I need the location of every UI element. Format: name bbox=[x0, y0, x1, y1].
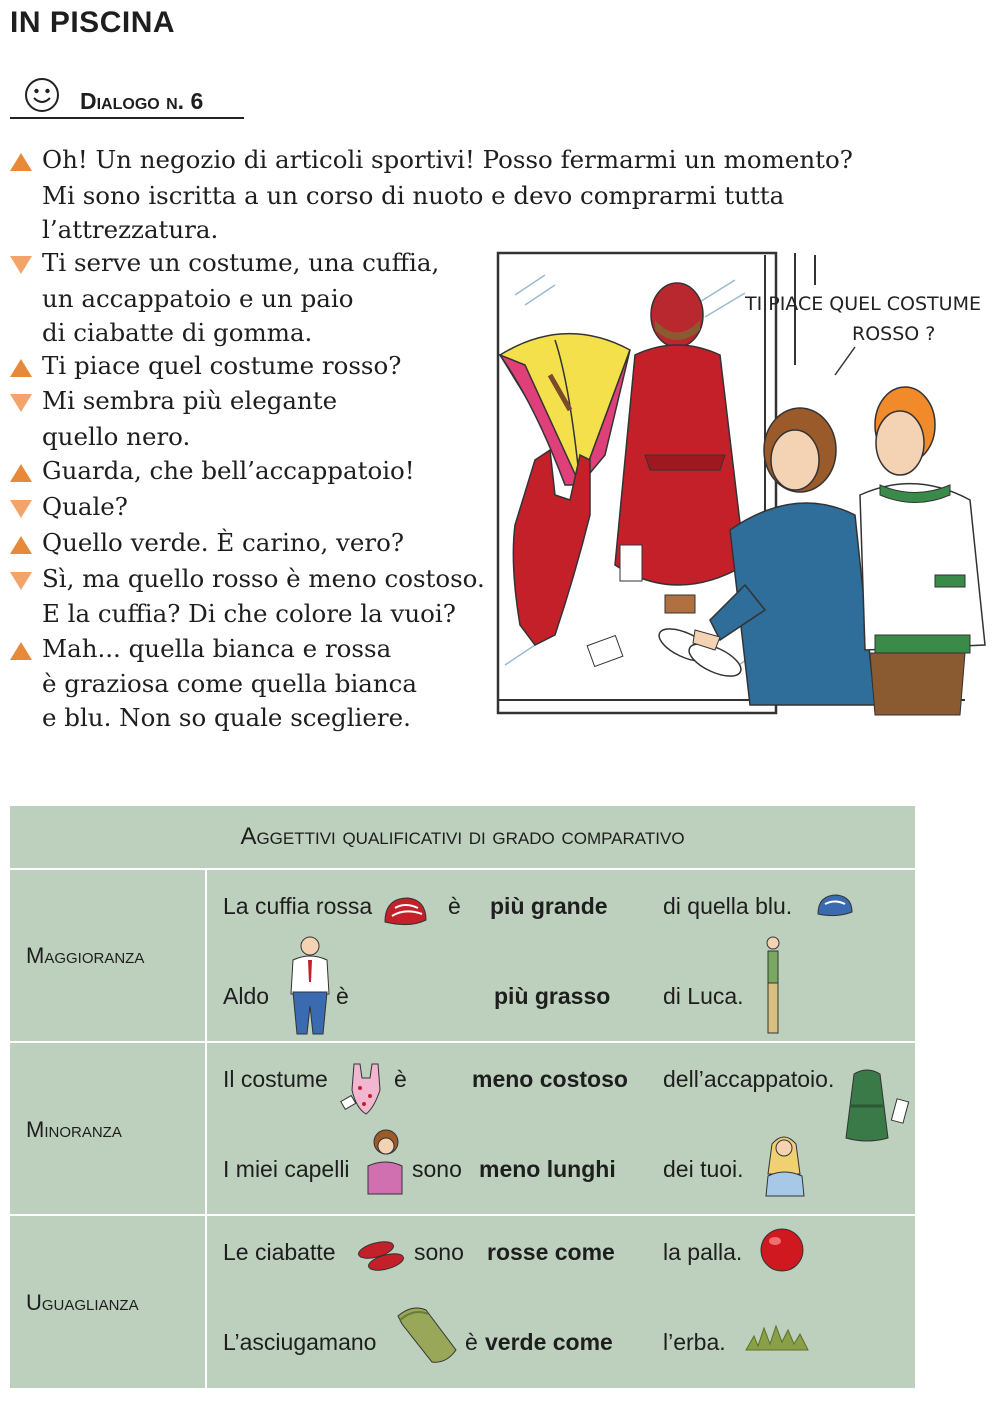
example-verb: è bbox=[448, 893, 461, 919]
example-verb: è bbox=[394, 1066, 407, 1092]
shop-window-illustration bbox=[495, 245, 995, 735]
fat-man-icon bbox=[285, 934, 335, 1038]
example-subject: Aldo bbox=[223, 983, 270, 1009]
row-label-maggioranza: Maggioranza bbox=[26, 943, 145, 968]
heading-underline bbox=[10, 117, 244, 119]
green-bathrobe-icon bbox=[842, 1066, 910, 1144]
speaker-a-marker-icon bbox=[10, 153, 32, 171]
speech-bubble-line-1: TI PIACE QUEL COSTUME bbox=[745, 293, 981, 315]
example-verb: sono bbox=[414, 1239, 464, 1265]
man-figure bbox=[860, 387, 985, 715]
example-comparative: meno lunghi bbox=[479, 1156, 616, 1182]
table-title: Aggettivi qualificativi di grado comparativo bbox=[240, 823, 685, 850]
example-verb: è bbox=[336, 983, 349, 1009]
speaker-a-marker-icon bbox=[10, 359, 32, 377]
thin-man-icon bbox=[760, 934, 786, 1038]
blue-cap-icon bbox=[815, 892, 855, 918]
example-term: la palla. bbox=[663, 1239, 743, 1265]
speaker-b-marker-icon bbox=[10, 572, 32, 590]
dialog-heading: Dialogo n. 6 bbox=[80, 88, 204, 114]
speaker-b-marker-icon bbox=[10, 394, 32, 412]
page-title: IN PISCINA bbox=[10, 6, 176, 39]
example-comparative: più grasso bbox=[494, 983, 611, 1009]
example-verb: sono bbox=[412, 1156, 462, 1182]
example-comparative: verde come bbox=[485, 1329, 613, 1355]
green-towel-icon bbox=[392, 1300, 462, 1370]
dialogue-line: Guarda, che bell’accappatoio! bbox=[42, 456, 415, 485]
dialogue-line: e blu. Non so quale scegliere. bbox=[42, 703, 411, 732]
dialogue-line: Quale? bbox=[42, 492, 128, 521]
example-comparative: meno costoso bbox=[472, 1066, 628, 1092]
comparative-adjectives-table bbox=[10, 806, 915, 1388]
speaker-b-marker-icon bbox=[10, 256, 32, 274]
short-hair-woman-icon bbox=[362, 1128, 406, 1198]
example-term: di Luca. bbox=[663, 983, 744, 1009]
example-subject: Il costume bbox=[223, 1066, 328, 1092]
dialogue-line: Ti piace quel costume rosso? bbox=[42, 351, 402, 380]
example-term: dei tuoi. bbox=[663, 1156, 744, 1182]
dialogue-line: Ti serve un costume, una cuffia, bbox=[42, 248, 440, 277]
example-term: dell’accappatoio. bbox=[663, 1066, 835, 1092]
divider bbox=[205, 868, 207, 1388]
dialogue-line: l’attrezzatura. bbox=[42, 215, 219, 244]
speaker-a-marker-icon bbox=[10, 536, 32, 554]
row-label-minoranza: Minoranza bbox=[26, 1117, 122, 1142]
smiley-icon bbox=[24, 77, 60, 113]
example-term: di quella blu. bbox=[663, 893, 793, 919]
red-ball-icon bbox=[758, 1226, 806, 1274]
dialogue-line: Mi sembra più elegante bbox=[42, 386, 338, 415]
dialogue-line: quello nero. bbox=[42, 422, 191, 451]
dialogue-line: Sì, ma quello rosso è meno costoso. bbox=[42, 564, 485, 593]
dialogue-line: Oh! Un negozio di articoli sportivi! Posso fermarmi un momento? bbox=[42, 145, 853, 174]
red-slippers-icon bbox=[354, 1236, 410, 1274]
dialogue-line: di ciabatte di gomma. bbox=[42, 318, 313, 347]
dialogue-line: E la cuffia? Di che colore la vuoi? bbox=[42, 599, 456, 628]
row-label-uguaglianza: Uguaglianza bbox=[26, 1290, 139, 1315]
speech-bubble-line-2: ROSSO ? bbox=[852, 323, 936, 345]
dialogue-line: Mah... quella bianca e rossa bbox=[42, 634, 392, 663]
speaker-b-marker-icon bbox=[10, 500, 32, 518]
example-comparative: rosse come bbox=[487, 1239, 615, 1265]
example-subject: L’asciugamano bbox=[223, 1329, 377, 1355]
divider bbox=[10, 1214, 915, 1216]
example-comparative: più grande bbox=[490, 893, 608, 919]
example-subject: I miei capelli bbox=[223, 1156, 350, 1182]
example-subject: Le ciabatte bbox=[223, 1239, 336, 1265]
example-term: l’erba. bbox=[663, 1329, 726, 1355]
example-subject: La cuffia rossa bbox=[223, 893, 373, 919]
red-cap-icon bbox=[380, 894, 430, 930]
example-verb: è bbox=[465, 1329, 478, 1355]
swimsuit-icon bbox=[340, 1060, 388, 1118]
dialogue-line: un accappatoio e un paio bbox=[42, 284, 354, 313]
grass-icon bbox=[742, 1318, 814, 1354]
long-hair-woman-icon bbox=[762, 1130, 808, 1198]
speaker-a-marker-icon bbox=[10, 464, 32, 482]
divider bbox=[10, 868, 915, 870]
dialogue-line: Mi sono iscritta a un corso di nuoto e devo comprarmi tutta bbox=[42, 181, 785, 210]
dialogue-line: Quello verde. È carino, vero? bbox=[42, 528, 404, 557]
dialogue-line: è graziosa come quella bianca bbox=[42, 669, 418, 698]
divider bbox=[10, 1041, 915, 1043]
speaker-a-marker-icon bbox=[10, 642, 32, 660]
